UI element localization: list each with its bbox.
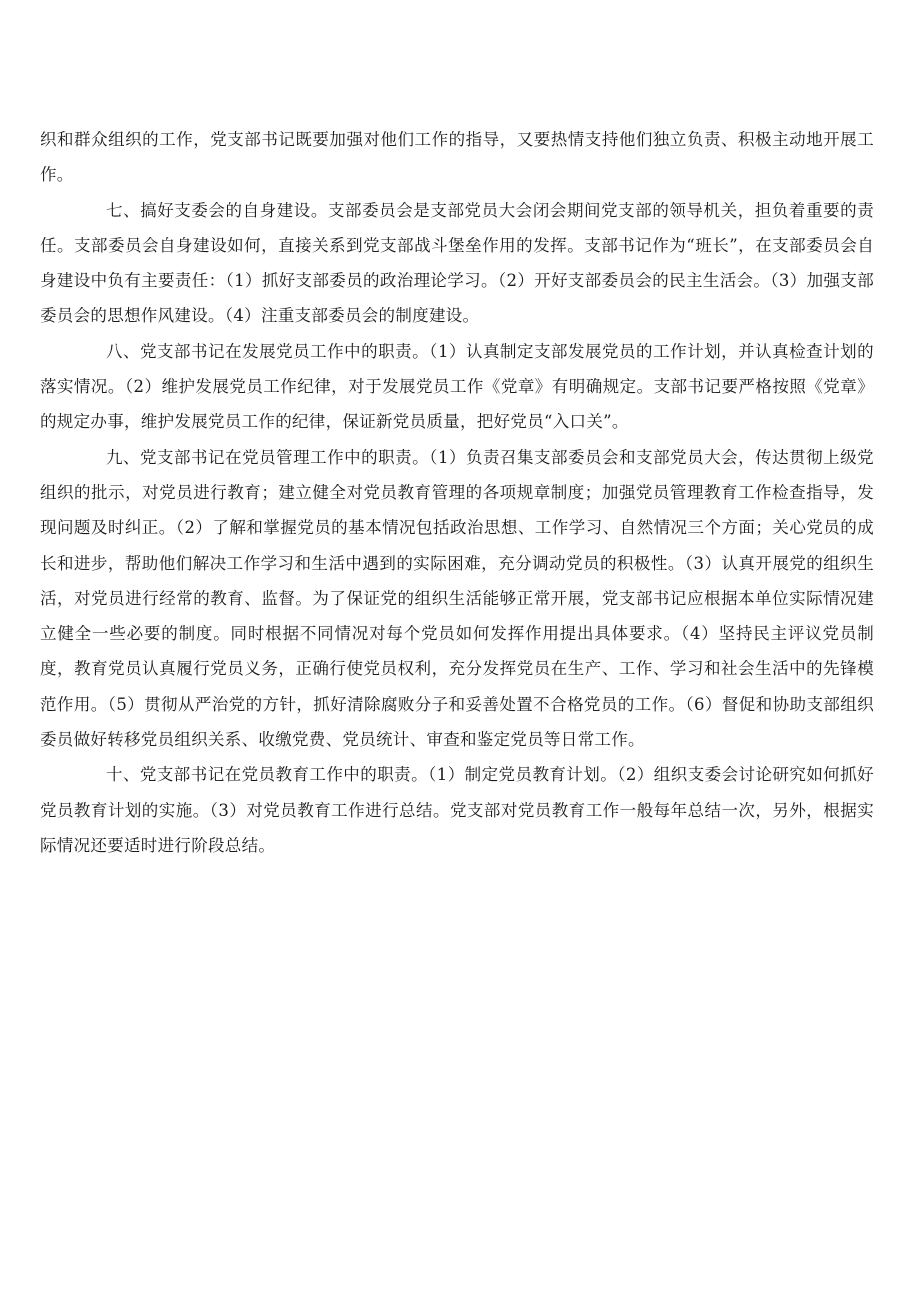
paragraph-section-7: 七、搞好支委会的自身建设。支部委员会是支部党员大会闭会期间党支部的领导机关，担负着重要的责任。支部委员会自身建设如何，直接关系到党支部战斗堡垒作用的发挥。支部书记作为“班长”，在支部委员会自身建设中负有主要责任：（1）抓好支部委员的政治理论学习。（2）开好支部委员会的民主生活会。（3）加强支部委员会的思想作风建设。（4）注重支部委员会的制度建设。 (40, 200, 874, 326)
document-body (40, 122, 874, 863)
paragraph-section-8: 八、党支部书记在发展党员工作中的职责。（1）认真制定支部发展党员的工作计划，并认真检查计划的落实情况。（2）维护发展党员工作纪律，对于发展党员工作《党章》有明确规定。支部书记要严格按照《党章》的规定办事，维护发展党员工作的纪律，保证新党员质量，把好党员“入口关”。 (40, 341, 874, 432)
paragraph-section-10: 十、党支部书记在党员教育工作中的职责。（1）制定党员教育计划。（2）组织支委会讨论研究如何抓好党员教育计划的实施。（3）对党员教育工作进行总结。党支部对党员教育工作一般每年总结一次，另外，根据实际情况还要适时进行阶段总结。 (40, 765, 874, 855)
paragraph-continuation: 织和群众组织的工作，党支部书记既要加强对他们工作的指导，又要热情支持他们独立负责、积极主动地开展工作。 (40, 130, 874, 185)
paragraph-section-9: 九、党支部书记在党员管理工作中的职责。（1）负责召集支部委员会和支部党员大会，传达贯彻上级党组织的批示，对党员进行教育；建立健全对党员教育管理的各项规章制度；加强党员管理教育工作检查指导，发现问题及时纠正。（2）了解和掌握党员的基本情况包括政治思想、工作学习、自然情况三个方面；关心党员的成长和进步，帮助他们解决工作学习和生活中遇到的实际困难，充分调动党员的积极性。（3）认真开展党的组织生活，对党员进行经常的教育、监督。为了保证党的组织生活能够正常开展，党支部书记应根据本单位实际情况建立健全一些必要的制度。同时根据不同情况对每个党员如何发挥作用提出具体要求。（4）坚持民主评议党员制度，教育党员认真履行党员义务，正确行使党员权利，充分发挥党员在生产、工作、学习和社会生活中的先锋模范作用。（5）贯彻从严治党的方针，抓好清除腐败分子和妥善处置不合格党员的工作。（6）督促和协助支部组织委员做好转移党员组织关系、收缴党费、党员统计、审查和鉴定党员等日常工作。 (40, 447, 874, 750)
